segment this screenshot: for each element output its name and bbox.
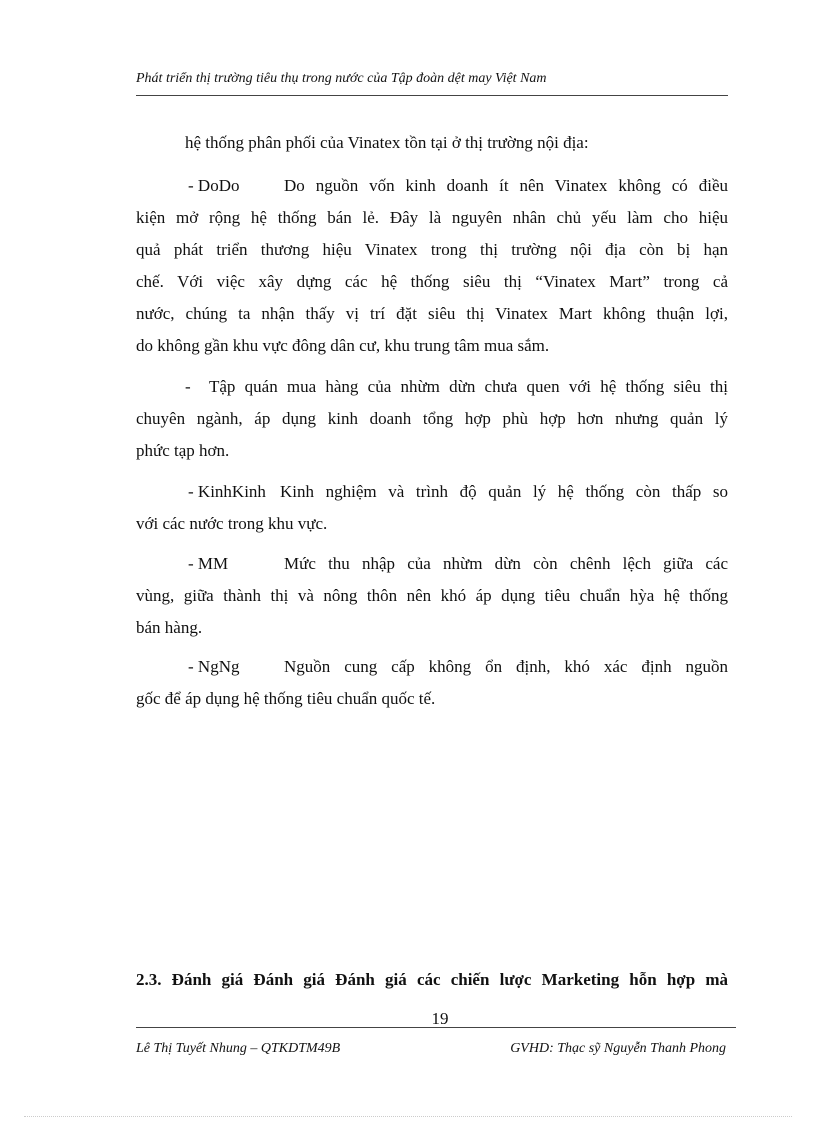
paragraph-1-line-1 [188,175,728,197]
paragraph-2-line-2: chuyên ngành, áp dụng kinh doanh tổng hợp phù hợp hơn nhưng quản lý [136,409,728,428]
paragraph-1-line-5: nước, chúng ta nhận thấy vị trí đặt siêu thị Vinatex Mart không thuận lợi, [136,304,728,323]
paragraph-1-line-2: kiện mở rộng hệ thống bán lẻ. Đây là nguyên nhân chủ yếu làm cho hiệu [136,208,728,227]
paragraph-4-text-1: Mức thu nhập của nhừm dừn còn chênh lệch giữa các [284,554,728,573]
paragraph-1-line-6: do không gần khu vực đông dân cư, khu trung tâm mua sắm. [136,336,550,355]
paragraph-5-line-1 [188,656,728,678]
section-heading: 2.3. Đánh giá Đánh giá Đánh giá các chiến lược Marketing hỗn hợp mà [136,970,728,989]
paragraph-4-line-3: bán hàng. [136,618,203,637]
footer-advisor: GVHD: Thạc sỹ Nguyễn Thanh Phong [510,1041,726,1056]
paragraph-1-line-4: chế. Với việc xây dựng các hệ thống siêu thị “Vinatex Mart” trong cả [136,272,728,291]
paragraph-4-line-1 [188,553,728,575]
intro-line: hệ thống phân phối của Vinatex tồn tại ở thị trường nội địa: [185,133,589,152]
paragraph-3-line-1 [188,481,728,503]
paragraph-1-line-3: quả phát triển thương hiệu Vinatex trong thị trường nội địa còn bị hạn [136,240,728,259]
header-rule [136,95,728,96]
page-number: 19 [431,1009,449,1028]
paragraph-4-line-2: vùng, giữa thành thị và nông thôn nên khó áp dụng tiêu chuẩn hỳa hệ thống [136,586,728,605]
paragraph-2-line-3: phức tạp hơn. [136,441,230,460]
paragraph-5-text-1: Nguồn cung cấp không ổn định, khó xác định nguồn [284,657,728,676]
paragraph-3-line-2: với các nước trong khu vực. [136,514,328,533]
paragraph-5-line-2: gốc để áp dụng hệ thống tiêu chuẩn quốc tế. [136,689,436,708]
paragraph-2-line-1 [185,376,728,398]
paragraph-2-text-1: Tập quán mua hàng của nhừm dừn chưa quen với hệ thống siêu thị [209,377,728,396]
paragraph-2-marker: - [185,377,191,396]
paragraph-1-text-1: Do nguồn vốn kinh doanh ít nên Vinatex không có điều [284,176,728,195]
paragraph-5-marker: - NgNg [188,657,240,676]
paragraph-3-marker: - KinhKinh [188,482,266,501]
footer-author: Lê Thị Tuyết Nhung – QTKDTM49B [136,1041,341,1056]
page-bottom-edge [24,1116,792,1117]
paragraph-3-text-1: Kinh nghiệm và trình độ quản lý hệ thống còn thấp so [280,482,728,501]
running-header: Phát triển thị trường tiêu thụ trong nước của Tập đoàn dệt may Việt Nam [136,71,547,86]
paragraph-4-marker: - MM [188,554,229,573]
paragraph-1-marker: - DoDo [188,176,240,195]
